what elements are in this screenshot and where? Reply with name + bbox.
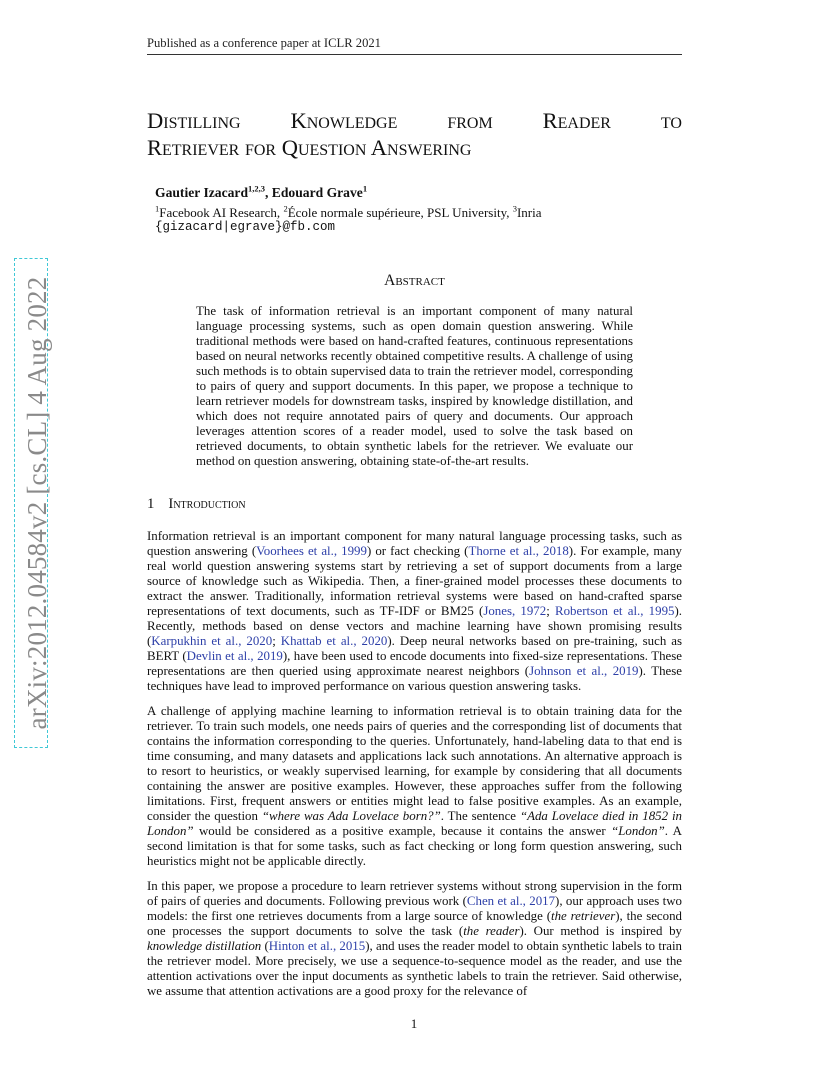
author-email: {gizacard|egrave}@fb.com	[155, 220, 336, 234]
italic-text: knowledge distillation	[147, 939, 262, 954]
author-affiliation-marker: 1,2,3	[248, 183, 265, 194]
header-rule	[147, 54, 682, 55]
affiliation: Facebook AI Research,	[159, 205, 284, 220]
text-run: ). Our method is inspired by	[519, 924, 682, 939]
italic-text: “Ada Lovelace died in 1852 in London”	[147, 809, 682, 839]
section-number: 1	[147, 496, 155, 512]
title-line-1	[147, 107, 682, 134]
title-word: Distilling	[147, 108, 241, 133]
citation-link[interactable]: Devlin et al., 2019	[186, 649, 283, 664]
italic-text: the reader	[463, 924, 520, 939]
title-line-2: Retriever for Question Answering	[147, 135, 472, 160]
author-list	[155, 185, 367, 201]
section-title: Introduction	[168, 496, 246, 512]
text-run: . A second limitation is that for some tasks, such as fact checking or long form question answering, such heuristics might not be applicable directly.	[147, 824, 682, 869]
affiliation-marker: 2	[283, 203, 288, 214]
text-run: ) or fact checking (	[366, 544, 469, 559]
citation-link[interactable]: Karpukhin et al., 2020	[151, 634, 273, 649]
text-run: ). Deep neural networks based on pre-training, such as BERT (	[147, 634, 683, 664]
text-run: ). For example, many real world question answering systems start by retrieving a set of support documents from a large source of knowledge such as Wikipedia. Then, a finer-grained model processes these documents to extract the answer. Traditionally, information retrieval systems were based on hand-crafted sparse representations of text documents, such as TF-IDF or BM25 (	[147, 544, 682, 619]
text-run: . The sentence	[440, 809, 520, 824]
paragraph	[147, 529, 682, 695]
author-affiliation-marker: 1	[362, 183, 368, 194]
arxiv-stamp: arXiv:2012.04584v2 [cs.CL] 4 Aug 2022	[22, 276, 52, 730]
italic-text: “where was Ada Lovelace born?”	[261, 809, 441, 824]
citation-link[interactable]: Johnson et al., 2019	[529, 664, 639, 679]
title-word: from	[447, 108, 493, 133]
citation-link[interactable]: Chen et al., 2017	[466, 894, 556, 909]
citation-link[interactable]: Hinton et al., 2015	[268, 939, 366, 954]
abstract-body: The task of information retrieval is an important component of many natural language processing systems, such as open domain question answering. While traditional methods were based on hand-crafted features, continuous representations based on neural networks recently obtained competitive results. A challenge of using such methods is to obtain supervised data to train the retriever model, corresponding to pairs of query and support documents. In this paper, we propose a technique to learn retriever models for downstream tasks, inspired by knowledge distillation, and which does not require annotated pairs of query and documents. Our approach leverages attention scores of a reader model, used to solve the task based on retrieved documents, to obtain synthetic labels for the retriever. We evaluate our method on question answering, obtaining state-of-the-art results.	[196, 304, 633, 469]
text-run: (	[261, 939, 269, 954]
text-run: would be considered as a positive example, because it contains the answer	[193, 824, 612, 839]
title-word: Reader	[542, 108, 611, 133]
paragraph	[147, 879, 682, 999]
text-run: ). Recently, methods based on dense vectors and machine learning have shown promising results (	[147, 604, 682, 649]
page-number: 1	[410, 1016, 418, 1031]
italic-text: “London”	[611, 824, 665, 839]
text-run: ;	[272, 634, 281, 649]
citation-link[interactable]: Jones, 1972	[483, 604, 547, 619]
text-run: In this paper, we propose a procedure to learn retriever systems without strong supervision in the form of pairs of queries and documents. Following previous work (	[147, 879, 682, 909]
text-run: ), our approach uses two models: the first one retrieves documents from a large source of knowledge (	[147, 894, 682, 924]
citation-link[interactable]: Robertson et al., 1995	[555, 604, 675, 619]
text-run: ), have been used to encode documents into fixed-size representations. These representations are then queried using approximate nearest neighbors (	[147, 649, 682, 679]
text-run: Information retrieval is an important component for many natural language processing tasks, such as question answering (	[147, 529, 682, 559]
affiliation-marker: 3	[512, 203, 517, 214]
main-text	[147, 529, 682, 1009]
affiliation-marker: 1	[155, 203, 160, 214]
abstract-heading: Abstract	[384, 272, 445, 289]
affiliation: Inria	[516, 205, 542, 220]
title-word: to	[660, 108, 682, 133]
citation-link[interactable]: Thorne et al., 2018	[468, 544, 569, 559]
text-run: ), the second one processes the support documents to solve the task (	[147, 909, 682, 939]
paragraph	[147, 704, 682, 870]
author-name: Edouard Grave	[271, 185, 363, 200]
title-word: Knowledge	[290, 108, 398, 133]
section-heading	[147, 496, 246, 513]
paper-title	[147, 107, 682, 161]
citation-link[interactable]: Khattab et al., 2020	[280, 634, 388, 649]
italic-text: the retriever	[550, 909, 616, 924]
text-run: A challenge of applying machine learning to information retrieval is to obtain training data for the retriever. To train such models, one needs pairs of queries and the corresponding list of documents that contains the information corresponding to the queries. Unfortunately, hand-labeling data to that end is time consuming, and many datasets and applications lack such annotations. An alternative approach is to resort to heuristics, or weakly supervised learning, for example by considering that all documents containing the answer are positive examples. However, these approaches suffer from the following limitations. First, frequent answers or entities might lead to false positive examples. As an example, consider the question	[147, 704, 682, 824]
affiliations	[155, 205, 542, 221]
running-header: Published as a conference paper at ICLR 2021	[147, 36, 381, 50]
text-run: ). These techniques have lead to improved performance on various question answering tasks.	[147, 664, 682, 694]
citation-link[interactable]: Voorhees et al., 1999	[256, 544, 367, 559]
text-run: ;	[546, 604, 555, 619]
author-name: Gautier Izacard	[155, 185, 248, 200]
author-separator: ,	[265, 185, 272, 200]
affiliation: École normale supérieure, PSL University,	[287, 205, 513, 220]
text-run: ), and uses the reader model to obtain synthetic labels to train the retriever model. More precisely, we use a sequence-to-sequence model as the reader, and use the attention activations over the input documents as synthetic labels to train the retriever. Said otherwise, we assume that attention activations are a good proxy for the relevance of	[147, 939, 682, 999]
